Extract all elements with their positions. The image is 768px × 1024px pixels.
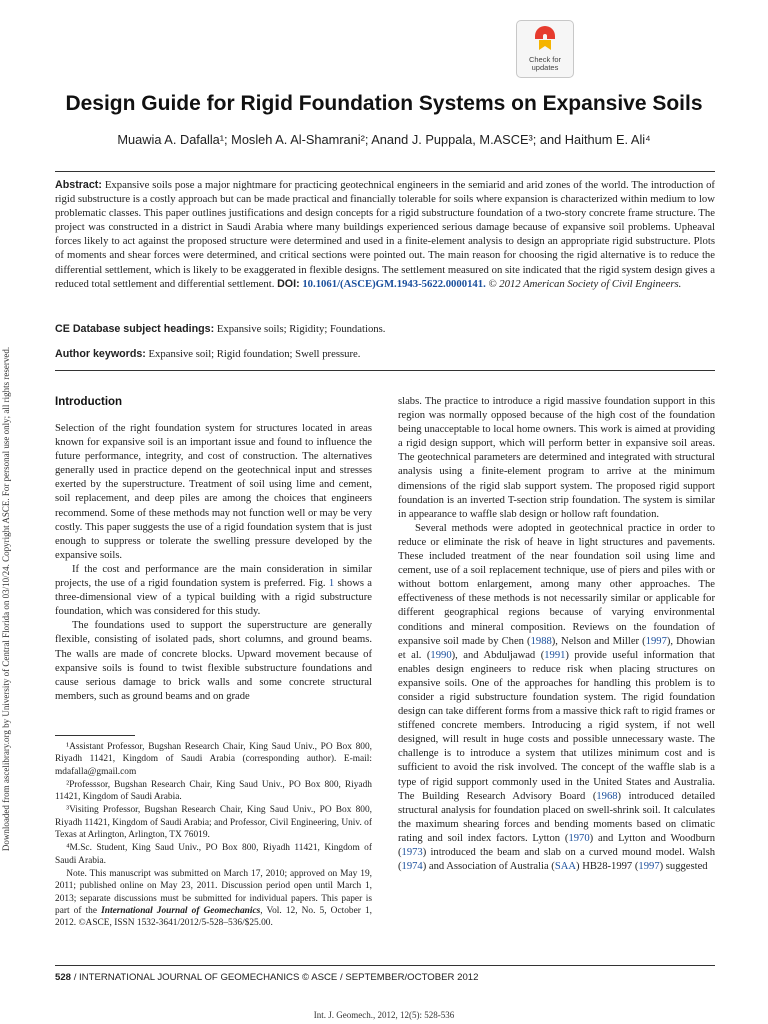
- text-run: Note. This manuscript was submitted on March 17, 2010; approved on May 19, 2011; published online on May 23, 2011. Discussion period open until March 1, 2013; separate discussions must be submitted for individual papers. This paper is part of the: [55, 868, 372, 916]
- paragraph: [55, 563, 372, 619]
- copyright-line: © 2012 American Society of Civil Engineers.: [488, 277, 682, 290]
- reference-link[interactable]: 1988: [530, 635, 552, 647]
- badge-line2: updates: [531, 63, 559, 72]
- figure-link[interactable]: 1: [328, 578, 335, 590]
- page-footer: [55, 972, 478, 983]
- text-run: ) suggested: [659, 861, 708, 873]
- text-run: shows a three-dimensional view of a typical building with a rigid substructure foundation, which was considered for this study.: [55, 578, 373, 618]
- doi-link[interactable]: 10.1061/(ASCE)GM.1943-5622.0000141.: [302, 277, 486, 290]
- paragraph: slabs. The practice to introduce a rigid massive foundation support in this region was normally opposed because of the high cost of the foundation being unacceptable to local home owners. This work is aimed at providing a rigid design support, which will perform better in expansive soil areas. The geotechnical parameters are determined and integrated with structural analysis using a finite-element program to arrive at the minimum dimensions of the rigid slab support system. The proposed rigid support foundation is an inverted T-section strip foundation. The system is similar in appearance to waffle slab design or hollow raft foundation.: [398, 396, 715, 520]
- right-column: [398, 395, 715, 874]
- footnotes: [55, 741, 372, 930]
- doi-label: DOI:: [277, 277, 300, 290]
- footnote-divider: [55, 735, 135, 736]
- reference-link[interactable]: 1990: [430, 649, 452, 661]
- crossmark-icon: [534, 25, 556, 51]
- reference-link[interactable]: 1973: [401, 847, 423, 858]
- text-run: ) and Association of Australia (: [422, 861, 555, 873]
- abstract-label: Abstract:: [55, 179, 102, 191]
- text-run: ) introduced the beam and slab on a curved mound model. Walsh (: [398, 847, 715, 873]
- footnote: ¹Assistant Professor, Bugshan Research Chair, King Saud Univ., PO Box 800, Riyadh 11421, Kingdom of Saudi Arabia (corresponding author). E-mail: mdafalla@gmail.com: [55, 742, 372, 777]
- reference-link[interactable]: 1968: [596, 790, 618, 802]
- text-run: ) provide useful information that enables design engineers to reduce risk when placing structures on expansive soils. One of the approaches for handling this problem is to consider a rigid substructure foundation system. The rigid foundation design can take different forms from a massive thick raft to rigid frames or stiffened concrete members. Introducing a rigid system, if not well designed, will result in huge costs and possible unnecessary waste. The challenge is to introduce a system that utilizes minimum cost and is sufficient to avoid the risk involved. The concept of the waffle slab is a type of rigid support commonly used in the United States and Australia. The Building Research Advisory Board (: [398, 649, 715, 802]
- text-run: ) and Lytton and Woodburn (: [398, 832, 715, 858]
- download-watermark: Downloaded from ascelibrary.org by University of Central Florida on 03/10/24. Copyright ASCE. For personal use only; all rights reserved.: [1, 346, 11, 852]
- text-run: Several methods were adopted in geotechnical practice in order to reduce or eliminate the risk of heave in light structures and pavements. These included treatment of the near foundation soil using lime and cement, use of a soil replacement technique, use of piers and piles with or without bottom enlargement, among many other approaches. The effectiveness of these methods is not necessarily similar or applicable for different geographical regions because of varying environmental conditions and mineral composition. Reviews on the foundation of expansive soil made by Chen (: [398, 522, 715, 647]
- reference-link[interactable]: 1997: [645, 635, 667, 647]
- footer-divider: [55, 965, 715, 966]
- left-column: [55, 422, 372, 704]
- text-run: ) introduced detailed structural analysis for foundation placed on swell-shrink soil. It calculates the maximum shearing forces and bending moments based on climatic rating and soil index factors. Lytton (: [398, 790, 715, 844]
- reference-link[interactable]: 1970: [568, 832, 590, 844]
- paragraph: The foundations used to support the superstructure are generally flexible, consisting of isolated pads, short columns, and ground beams. The walls are made of concrete blocks. Upward movement because of expansive soils is found to twist flexible substructure foundations and cause serious damage to brick walls and some concrete structural members, such as ground beams and on grade: [55, 620, 372, 702]
- subject-label: CE Database subject headings:: [55, 323, 215, 335]
- author-list: Muawia A. Dafalla¹; Mosleh A. Al-Shamrani²; Anand J. Puppala, M.ASCE³; and Haithum E. Ali⁴: [117, 132, 651, 147]
- page-number: 528: [55, 972, 72, 983]
- paper-title: Design Guide for Rigid Foundation Systems on Expansive Soils: [65, 92, 703, 115]
- divider: [55, 370, 715, 371]
- subject-text: Expansive soils; Rigidity; Foundations.: [216, 323, 386, 335]
- section-heading: Introduction: [55, 396, 123, 408]
- divider: [55, 171, 715, 172]
- check-for-updates-badge[interactable]: [516, 20, 574, 78]
- author-keywords: [55, 348, 715, 360]
- badge-line1: Check for: [528, 55, 562, 64]
- abstract: [55, 178, 715, 291]
- paragraph: [398, 522, 715, 874]
- text-run: ) HB28-1997 (: [576, 861, 639, 873]
- paragraph: Selection of the right foundation system for structures located in areas known for expansive soil is an important issue and found to influence the future performance, integrity, and cost of construction. The alternatives generally used in practice depend on the geotechnical input and stresses exerted by the superstructure. Treatment of soil using lime and cement, soil replacement, and deep piles are among the choices that engineers recommend. Some of these methods may not function well or may be very costly. This paper suggests the use of a rigid foundation system that is just enough to suppress or tolerate the swelling pressure developed by the expansive soils.: [55, 423, 372, 561]
- keywords-label: Author keywords:: [55, 348, 146, 360]
- journal-footer: / INTERNATIONAL JOURNAL OF GEOMECHANICS © ASCE / SEPTEMBER/OCTOBER 2012: [73, 972, 479, 983]
- keywords-text: Expansive soil; Rigid foundation; Swell pressure.: [148, 348, 361, 360]
- footnote: ³Visiting Professor, Bugshan Research Chair, King Saud Univ., PO Box 800, Riyadh 11421, Kingdom of Saudi Arabia; and Professor, Civil Engineering, Univ. of Texas at Arlington, Arlington, TX 76019.: [55, 805, 372, 841]
- text-run: ), Dhowian et al. (: [398, 635, 715, 661]
- reference-link[interactable]: 1997: [638, 861, 660, 873]
- footnote: ⁴M.Sc. Student, King Saud Univ., PO Box 800, Riyadh 11421, Kingdom of Saudi Arabia.: [55, 843, 372, 866]
- reference-link[interactable]: 1991: [544, 649, 566, 661]
- citation-line: Int. J. Geomech., 2012, 12(5): 528-536: [313, 1010, 455, 1020]
- text-run: , Vol. 12, No. 5, October 1, 2012. ©ASCE, ISSN 1532-3641/2012/5-528–536/$25.00.: [55, 905, 372, 929]
- text-run: If the cost and performance are the main consideration in similar projects, the use of a rigid foundation system is preferred. Fig.: [55, 563, 372, 590]
- text-run: ), Nelson and Miller (: [551, 635, 646, 647]
- footnote: ²Professsor, Bugshan Research Chair, King Saud Univ., PO Box 800, Riyadh 11421, Kingdom of Saudi Arabia.: [55, 779, 372, 803]
- submission-note: [55, 868, 372, 929]
- reference-link[interactable]: SAA: [554, 861, 577, 873]
- subject-headings: [55, 323, 715, 335]
- journal-name: International Journal of Geomechanics: [101, 905, 261, 916]
- text-run: ), and Abduljawad (: [451, 649, 545, 661]
- abstract-text: Expansive soils pose a major nightmare for practicing geotechnical engineers in the semiarid and arid zones of the world. The introduction of rigid substructure is a costly approach but can be made practical and financially tolerable for soils where expansion is characterized within medium to low problematic classes. This paper outlines justifications and design concepts for a rigid substructure foundation of a two-story concrete frame structure. The project was constructed in a district in Saudi Arabia where many buildings experienced serious damage because of expansive soil problems. Upheaval forces likely to act against the proposed structure were determined and used in a finite-element analysis to design an appropriate rigid substructure. Plots of moments and shear forces were determined, and critical sections were pointed out. The main reason for choosing the rigid alternative is to reduce the differential settlement, which is likely to be exaggerated in flexible designs. The settlement measured on site indicated that the rigid system design gives a reduced total settlement and differential settlement.: [55, 179, 715, 290]
- reference-link[interactable]: 1974: [401, 861, 423, 873]
